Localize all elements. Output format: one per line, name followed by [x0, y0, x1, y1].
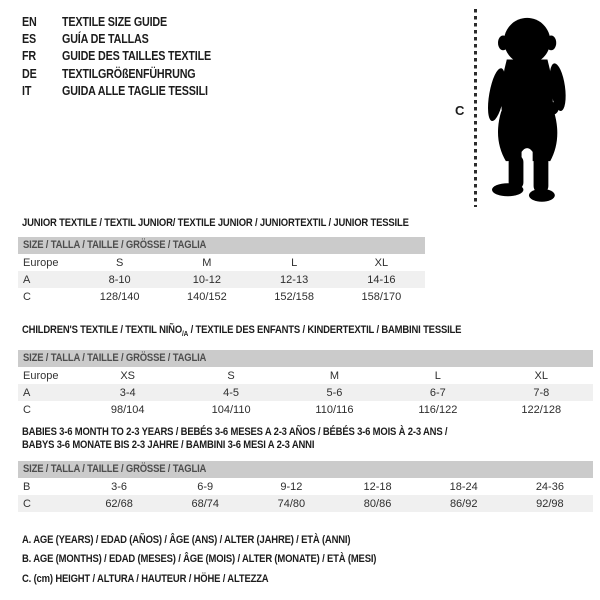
size-cell: 8-10 [108, 273, 131, 286]
row-label: A [23, 386, 31, 399]
table-row [18, 271, 425, 288]
size-cell: 86/92 [449, 497, 478, 510]
language-row-en [22, 14, 235, 31]
children-size-table [18, 350, 593, 418]
language-code: FR [22, 49, 36, 64]
size-cell: 6-7 [429, 386, 446, 399]
size-cell: 3-6 [111, 480, 128, 493]
babies-table [18, 478, 593, 512]
size-cell: 110/116 [315, 403, 354, 416]
row-label: B [23, 480, 31, 493]
toddler-silhouette [480, 8, 577, 208]
children-section-title [22, 324, 533, 340]
junior-table [18, 254, 425, 305]
language-row-fr [22, 48, 235, 65]
size-header-bar [18, 237, 425, 254]
size-header-text: SIZE / TALLA / TAILLE / GRÖSSE / TAGLIA [23, 239, 207, 251]
footnote-b [22, 550, 434, 569]
size-cell: 14-16 [367, 273, 396, 286]
children-title-sub: /A [182, 329, 189, 339]
size-cell: 104/110 [211, 403, 251, 416]
row-label: Europe [23, 369, 59, 382]
language-row-de [22, 66, 235, 83]
size-cell: S [227, 369, 235, 382]
language-code: IT [22, 83, 32, 98]
size-cell: 4-5 [223, 386, 240, 399]
language-row-it [22, 83, 235, 100]
size-cell: 9-12 [280, 480, 303, 493]
size-cell: 5-6 [326, 386, 343, 399]
table-row [18, 367, 593, 384]
language-code: ES [22, 32, 37, 47]
guide-title-it: GUIDA ALLE TAGLIE TESSILI [62, 83, 208, 98]
size-cell: XS [120, 369, 136, 382]
table-row [18, 254, 425, 271]
size-cell: 158/170 [361, 290, 402, 303]
children-title-post: / TEXTILE DES ENFANTS / KINDERTEXTIL / BAMBINI TESSILE [188, 324, 462, 336]
footnote-b-text: B. AGE (MONTHS) / EDAD (MESES) / ÂGE (MOIS) / ALTER (MONATE) / ETÀ (MESI) [22, 553, 377, 566]
size-cell: 74/80 [277, 497, 306, 510]
children-title-pre: CHILDREN'S TEXTILE / TEXTIL NIÑO [22, 324, 183, 336]
row-label: C [23, 290, 31, 303]
size-cell: L [291, 256, 298, 269]
table-row [18, 384, 593, 401]
guide-title-es: GUÍA DE TALLAS [62, 32, 149, 47]
size-cell: 68/74 [191, 497, 219, 510]
babies-section-title [22, 426, 517, 452]
size-cell: XL [534, 369, 549, 382]
footnote-c [22, 570, 434, 589]
row-label: A [23, 273, 31, 286]
babies-size-table [18, 461, 593, 512]
size-cell: 12-13 [280, 273, 309, 286]
size-header-text: SIZE / TALLA / TAILLE / GRÖSSE / TAGLIA [23, 463, 207, 475]
height-measure-label: C [455, 103, 465, 118]
size-cell: 122/128 [521, 403, 562, 416]
size-cell: 6-9 [197, 480, 214, 493]
row-label: C [23, 403, 31, 416]
size-cell: XL [374, 256, 389, 269]
table-row [18, 288, 425, 305]
size-cell: 140/152 [186, 290, 227, 303]
size-cell: 80/86 [363, 497, 392, 510]
size-cell: M [202, 256, 212, 269]
children-section-title-text [22, 324, 461, 340]
row-label: Europe [23, 256, 59, 269]
language-row-es [22, 31, 235, 48]
junior-section-title [22, 217, 472, 230]
size-cell: S [115, 256, 124, 269]
footnotes [22, 531, 434, 589]
footnote-a [22, 531, 434, 550]
size-cell: 128/140 [99, 290, 140, 303]
size-cell: 152/158 [274, 290, 314, 303]
size-cell: 18-24 [449, 480, 478, 493]
table-row [18, 401, 593, 418]
size-cell: 92/98 [536, 497, 564, 510]
size-cell: 10-12 [192, 273, 221, 286]
babies-title-line2: BABYS 3-6 MONATE BIS 2-3 JAHRE / BAMBINI 3-6 MESI A 2-3 ANNI [22, 439, 315, 451]
size-cell: M [329, 369, 340, 382]
height-measure-dashed-line [474, 9, 477, 207]
guide-title-en: TEXTILE SIZE GUIDE [62, 15, 168, 29]
table-row [18, 478, 593, 495]
size-cell: 7-8 [533, 386, 550, 399]
size-cell: 98/104 [110, 403, 145, 416]
footnote-c-text: C. (cm) HEIGHT / ALTURA / HAUTEUR / HÖHE / ALTEZZA [22, 572, 269, 585]
size-cell: 24-36 [535, 480, 564, 493]
guide-title-de: TEXTILGRÖßENFÜHRUNG [62, 66, 196, 81]
table-row [18, 495, 593, 512]
size-header-bar [18, 350, 593, 367]
size-header-bar [18, 461, 593, 478]
size-cell: 3-4 [119, 386, 136, 399]
language-code: DE [22, 66, 37, 81]
language-list [22, 14, 235, 100]
junior-section-title-text: JUNIOR TEXTILE / TEXTIL JUNIOR/ TEXTILE JUNIOR / JUNIORTEXTIL / JUNIOR TESSILE [22, 217, 409, 229]
row-label: C [23, 497, 31, 510]
junior-size-table [18, 237, 425, 305]
footnote-a-text: A. AGE (YEARS) / EDAD (AÑOS) / ÂGE (ANS) / ALTER (JAHRE) / ETÀ (ANNI) [22, 534, 351, 546]
children-table [18, 367, 593, 418]
size-cell: 116/122 [418, 403, 458, 416]
babies-title-line1: BABIES 3-6 MONTH TO 2-3 YEARS / BEBÉS 3-6 MESES A 2-3 AÑOS / BÉBÉS 3-6 MOIS À 2-3 ANS / [22, 426, 448, 438]
size-cell: L [434, 369, 441, 382]
size-cell: 12-18 [363, 480, 392, 493]
guide-title-fr: GUIDE DES TAILLES TEXTILE [62, 49, 212, 64]
size-header-text: SIZE / TALLA / TAILLE / GRÖSSE / TAGLIA [23, 352, 207, 364]
size-cell: 62/68 [105, 497, 133, 510]
language-code: EN [22, 15, 37, 29]
